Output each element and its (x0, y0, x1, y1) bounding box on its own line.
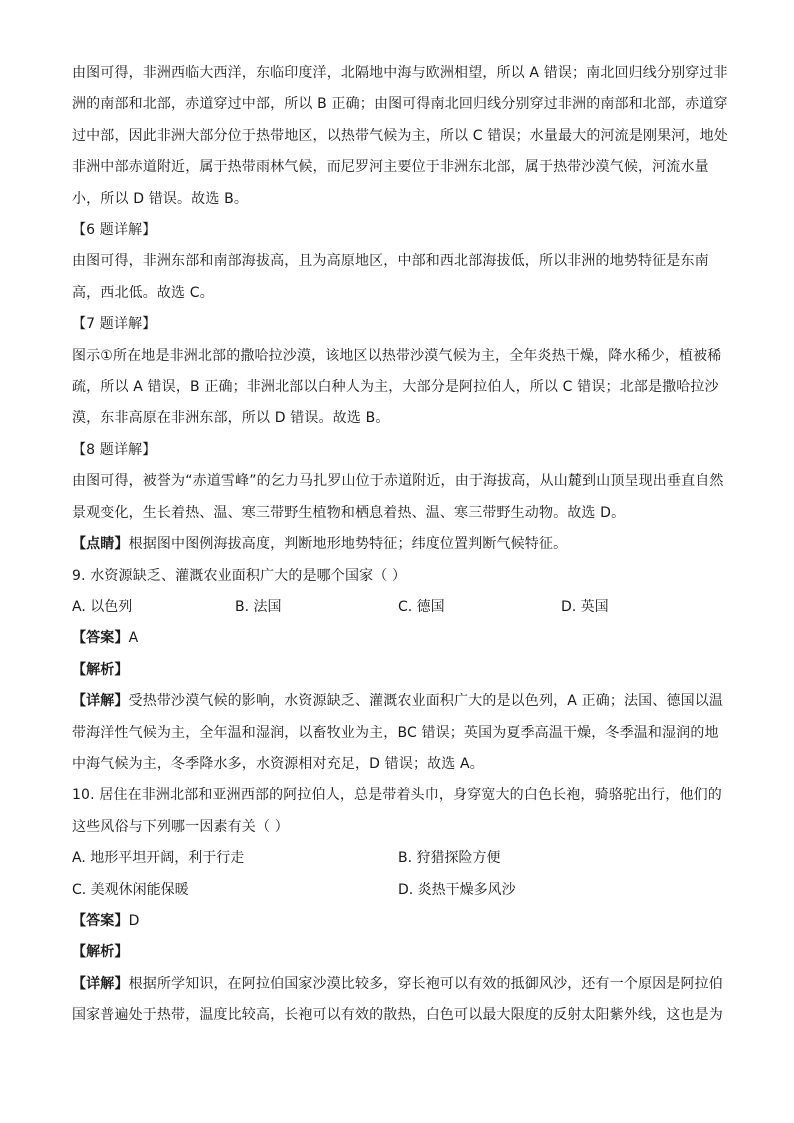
option-c: C. 德国 (398, 598, 445, 615)
text-line: 中海气候为主，冬季降水多，水资源相对充足，D 错误；故选 A。 (72, 755, 484, 772)
text-line: 景观变化，生长着热、温、寒三带野生植物和栖息着热、温、寒三带野生动物。故选 D。 (72, 504, 626, 521)
options-row (72, 592, 724, 623)
text-line: 小，所以 D 错误。故选 B。 (72, 190, 248, 207)
analysis-label: 【解析】 (72, 944, 129, 961)
text-line: 由图可得，被誉为“赤道雪峰”的乞力马扎罗山位于赤道附近，由于海拔高，从山麓到山顶呈现出垂直自然 (72, 473, 724, 490)
option-b: B. 狩猎探险方便 (398, 850, 501, 867)
question-stem: 10. 居住在非洲北部和亚洲西部的阿拉伯人，总是带着头巾，身穿宽大的白色长袍，骑骆驼出行，他们的 (72, 787, 722, 804)
answer-label: 【答案】 (72, 630, 129, 647)
tip-paragraph (72, 529, 724, 560)
text-line: 洲的南部和北部，赤道穿过中部，所以 B 正确；由图可得南北回归线分别穿过非洲的南部和北部，赤道穿 (72, 96, 728, 113)
text-line: 非洲中部赤道附近，属于热带雨林气候，而尼罗河主要位于非洲东北部，属于热带沙漠气候，河流水量 (72, 159, 709, 176)
options-row (72, 875, 724, 906)
option-b: B. 法国 (235, 598, 282, 615)
text-line: 由图可得，非洲西临大西洋，东临印度洋，北隔地中海与欧洲相望，所以 A 错误；南北回归线分别穿过非 (72, 65, 728, 81)
section-heading: 【7 题详解】 (72, 316, 157, 333)
text-line (72, 969, 724, 1000)
option-a: A. 地形平坦开阔，利于行走 (72, 850, 245, 867)
option-a: A. 以色列 (72, 598, 133, 615)
tip-text: 根据图中图例海拔高度，判断地形地势特征；纬度位置判断气候特征。 (128, 536, 568, 553)
text-line: 过中部，因此非洲大部分位于热带地区，以热带气候为主，所以 C 错误；水量最大的河流是刚果河，地处 (72, 127, 728, 144)
question-stem: 9. 水资源缺乏、灌溉农业面积广大的是哪个国家（ ） (72, 567, 407, 584)
answer-value: D (128, 912, 140, 929)
detail-label: 【详解】 (72, 975, 129, 992)
question-10 (72, 780, 724, 1031)
answer-value: A (128, 630, 139, 647)
text-line: 图示①所在地是非洲北部的撒哈拉沙漠，该地区以热带沙漠气候为主，全年炎热干燥，降水稀少，植被稀 (72, 347, 722, 364)
section-heading: 【6 题详解】 (72, 222, 157, 239)
question-9 (72, 561, 724, 781)
text-line: 高，西北低。故选 C。 (72, 284, 214, 301)
option-d: D. 炎热干燥多风沙 (398, 881, 516, 898)
tip-label: 【点睛】 (72, 536, 129, 553)
option-c: C. 美观休闲能保暖 (72, 881, 189, 898)
text-line: 疏，所以 A 错误，B 正确；非洲北部以白种人为主，大部分是阿拉伯人，所以 C 错误；北部是撒哈拉沙 (72, 379, 719, 396)
q7-section (72, 309, 724, 435)
text-line (72, 686, 724, 717)
option-d: D. 英国 (561, 598, 609, 615)
text-line: 漠，东非高原在非洲东部，所以 D 错误。故选 B。 (72, 410, 390, 427)
text-line: 国家普遍处于热带，温度比较高，长袍可以有效的散热，白色可以最大限度的反射太阳紫外线，这也是为 (72, 1007, 723, 1024)
answer-label: 【答案】 (72, 912, 129, 929)
text-line: 由图可得，非洲东部和南部海拔高，且为高原地区，中部和西北部海拔低，所以非洲的地势特征是东南 (72, 253, 709, 270)
analysis-label: 【解析】 (72, 661, 129, 678)
text-line: 带海洋性气候为主，全年温和湿润，以畜牧业为主，BC 错误；英国为夏季高温干燥，冬季温和湿润的地 (72, 724, 719, 741)
q8-section (72, 435, 724, 529)
q5-explanation (72, 58, 728, 215)
detail-text: 受热带沙漠气候的影响，水资源缺乏、灌溉农业面积广大的是以色列，A 正确；法国、德国以温 (128, 693, 724, 710)
answer-line (72, 906, 724, 937)
q6-section (72, 215, 724, 309)
question-stem: 这些风俗与下列哪一因素有关（ ） (72, 818, 289, 835)
options-row (72, 843, 724, 874)
section-heading: 【8 题详解】 (72, 441, 157, 458)
answer-line (72, 623, 724, 654)
document-page (72, 58, 728, 1032)
detail-label: 【详解】 (72, 693, 129, 710)
detail-text: 根据所学知识，在阿拉伯国家沙漠比较多，穿长袍可以有效的抵御风沙，还有一个原因是阿拉伯 (128, 975, 723, 992)
